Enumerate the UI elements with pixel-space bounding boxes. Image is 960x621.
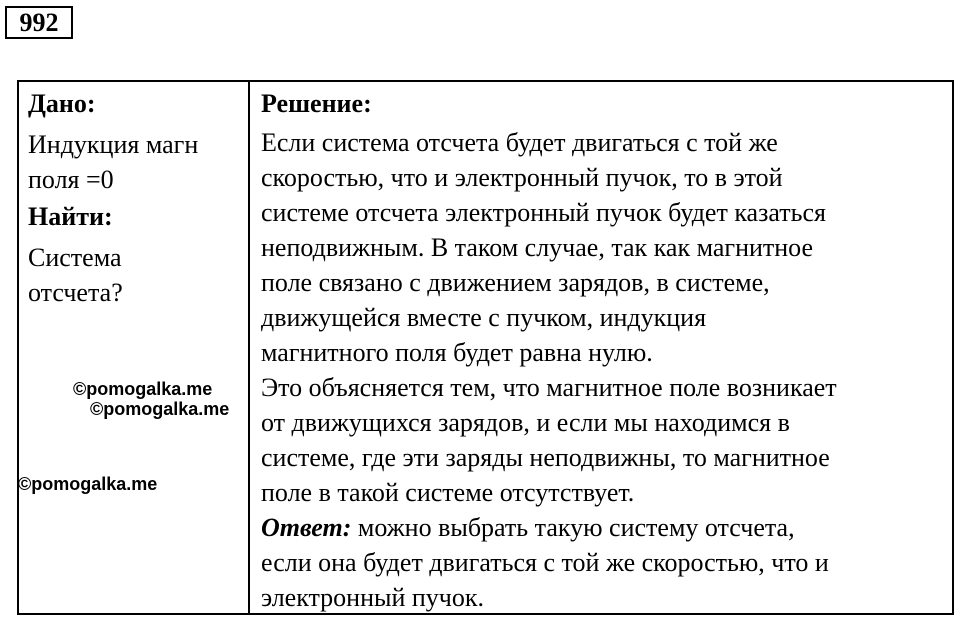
solution-line: неподвижным. В таком случае, так как магнитное — [261, 233, 814, 262]
given-line: поля =0 — [28, 165, 114, 194]
solution-line: движущейся вместе с пучком, индукция — [261, 303, 707, 332]
solution-line: системе, где эти заряды неподвижны, то магнитное — [261, 443, 830, 472]
given-text — [28, 127, 243, 197]
solution-line: поле связано с движением зарядов, в системе, — [261, 268, 770, 297]
answer-line — [261, 510, 951, 545]
watermark: ©pomogalka.me — [18, 474, 158, 494]
solution-column — [261, 88, 951, 615]
problem-number: 992 — [5, 6, 73, 39]
watermark: ©pomogalka.me — [73, 379, 213, 399]
solution-line: магнитного поля будет равна нулю. — [261, 338, 653, 367]
column-divider — [248, 82, 250, 613]
given-column — [28, 88, 243, 310]
solution-body — [261, 125, 951, 615]
find-line: отсчета? — [28, 278, 123, 307]
solution-line: от движущихся зарядов, и если мы находимся в — [261, 408, 790, 437]
solution-line: Это объясняется тем, что магнитное поле возникает — [261, 373, 837, 402]
solution-line: системе отсчета электронный пучок будет казаться — [261, 198, 826, 227]
answer-text: можно выбрать такую систему отсчета, — [351, 513, 795, 542]
answer-label: Ответ: — [261, 513, 352, 542]
solution-heading: Решение: — [261, 89, 372, 118]
find-text — [28, 240, 243, 310]
answer-line: если она будет двигаться с той же скоростью, что и — [261, 548, 829, 577]
find-heading: Найти: — [28, 202, 113, 231]
solution-line: Если система отсчета будет двигаться с той же — [261, 128, 778, 157]
given-heading: Дано: — [28, 89, 96, 118]
solution-line: поле в такой системе отсутствует. — [261, 478, 635, 507]
solution-line: скоростью, что и электронный пучок, то в этой — [261, 163, 783, 192]
given-line: Индукция магн — [28, 130, 199, 159]
find-line: Система — [28, 243, 122, 272]
answer-line: электронный пучок. — [261, 583, 485, 612]
solution-table — [17, 80, 954, 615]
watermark: ©pomogalka.me — [90, 399, 230, 419]
